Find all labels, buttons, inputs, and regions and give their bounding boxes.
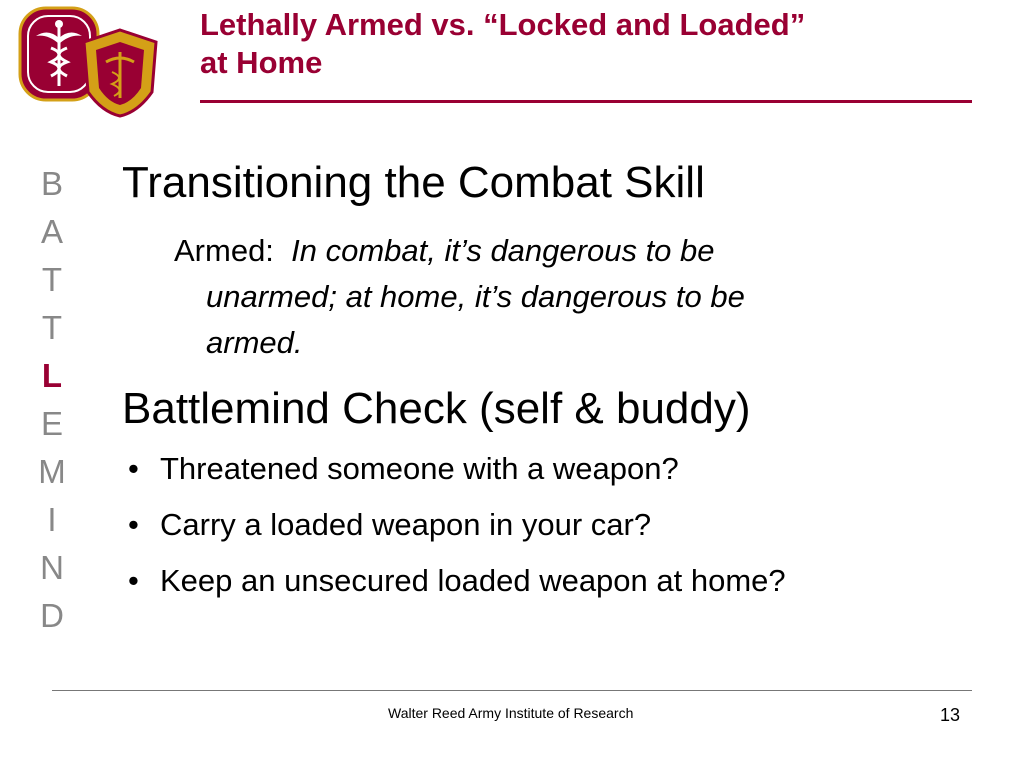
- footer-divider: [52, 690, 972, 691]
- battlemind-letter-t2: T: [41, 309, 63, 346]
- battlemind-letter-t1: T: [41, 261, 63, 298]
- list-item: [122, 560, 942, 602]
- title-line-1: Lethally Armed vs. “Locked and Loaded”: [200, 7, 806, 42]
- title-line-2: at Home: [200, 45, 323, 80]
- logo-group: [18, 6, 168, 116]
- heading-transitioning: Transitioning the Combat Skill: [122, 158, 705, 207]
- protect-sustain-crest-icon: [80, 28, 160, 118]
- armed-quote-line-3: armed.: [206, 325, 303, 360]
- battlemind-vertical-word: [30, 160, 74, 640]
- battlemind-letter-d: D: [40, 597, 64, 634]
- armed-label: Armed:: [174, 233, 274, 268]
- heading-battlemind-check: Battlemind Check (self & buddy): [122, 384, 751, 433]
- list-item-text: Carry a loaded weapon in your car?: [160, 507, 652, 542]
- check-list: [122, 448, 942, 616]
- battlemind-letter-a: A: [40, 213, 63, 250]
- battlemind-letter-n: N: [40, 549, 64, 586]
- armed-quote-line-1: In combat, it’s dangerous to be: [291, 233, 715, 268]
- footer-text: Walter Reed Army Institute of Research: [388, 705, 634, 721]
- slide-title: [200, 6, 1000, 82]
- battlemind-letter-i: I: [47, 501, 57, 538]
- battlemind-letter-e: E: [40, 405, 63, 442]
- list-item: [122, 504, 942, 546]
- battlemind-letter-m: M: [38, 453, 66, 490]
- title-divider: [200, 100, 972, 103]
- armed-quote-line-2: unarmed; at home, it’s dangerous to be: [206, 279, 745, 314]
- battlemind-letter-l-highlight: L: [41, 357, 63, 394]
- battlemind-letter-b: B: [40, 165, 63, 202]
- list-item-text: Threatened someone with a weapon?: [160, 451, 679, 486]
- list-item: [122, 448, 942, 490]
- list-item-text: Keep an unsecured loaded weapon at home?: [160, 563, 786, 598]
- bullet-icon: •: [128, 563, 139, 598]
- bullet-icon: •: [128, 451, 139, 486]
- bullet-icon: •: [128, 507, 139, 542]
- page-number: 13: [940, 705, 961, 725]
- armed-statement: [174, 228, 934, 366]
